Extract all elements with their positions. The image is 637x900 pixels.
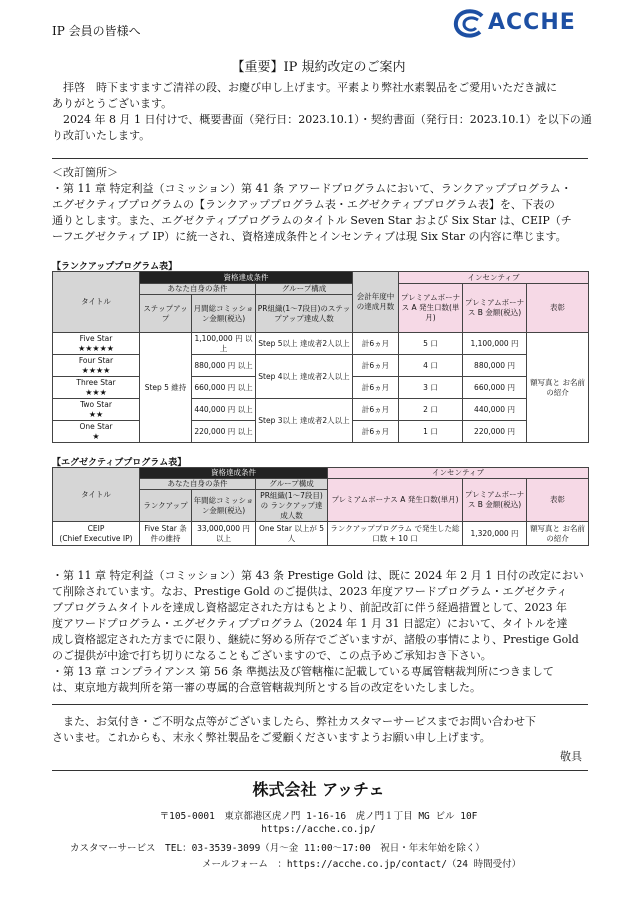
rankup-cell: Five Star 条件の維持 — [140, 522, 192, 546]
divider — [52, 770, 588, 771]
rankup-table-label: 【ランクアッププログラム表】 — [52, 262, 178, 272]
th-title: タイトル — [53, 468, 140, 522]
company-name: 株式会社 アッチェ — [252, 780, 385, 799]
title-cell: One Star ★ — [53, 421, 140, 443]
stars-icon: ★★★★ — [81, 365, 111, 375]
th-step: ステップアップ — [140, 295, 192, 333]
title-cell: Five Star ★★★★★ — [53, 333, 140, 355]
th-title: タイトル — [53, 272, 140, 333]
group-cell: Step 3以上 達成者2人以上 — [256, 399, 353, 443]
mail-form-link[interactable]: メールフォーム ：https://acche.co.jp/contact/（24 時間受付） — [202, 859, 522, 870]
closing: 敬具 — [560, 750, 582, 763]
intro-line: り改訂いたします。 — [52, 129, 151, 142]
monthly-cell: 880,000 円 以上 — [192, 355, 256, 377]
th-conditions: 資格達成条件 — [140, 468, 328, 479]
th-bonus-a: プレミアムボーナス A 発生口数(単月) — [399, 284, 463, 333]
intro-line: 2024 年 8 月 1 日付けで、概要書面（発行日：2023.10.1）・契約書面（発行日：2023.10.1）を以下の通 — [63, 113, 592, 126]
th-self: あなた自身の条件 — [140, 479, 256, 490]
group-cell: One Star 以上が 5 人 — [256, 522, 328, 546]
title-cell: Two Star ★★ — [53, 399, 140, 421]
award-cell: 額写真と お名前の紹介 — [527, 522, 589, 546]
table-row — [53, 522, 589, 546]
bonus-b-cell: 660,000 円 — [463, 377, 527, 399]
logo-text: ACCHE — [488, 10, 576, 35]
greeting: IP 会員の皆様へ — [52, 24, 141, 38]
th-group: グループ構成 — [256, 284, 353, 295]
article-line: は、東京地方裁判所を第一審の専属的合意管轄裁判所とする旨の改定をいたしました。 — [52, 681, 481, 694]
outro-paragraph — [52, 714, 592, 746]
article-line: エグゼクティブプログラムの【ランクアッププログラム表・エグゼクティブプログラム表】を、下表の — [52, 198, 555, 211]
article-line: て削除されています。なお、Prestige Gold のご提供は、2023 年度アワードプログラム・エグゼクティ — [52, 585, 568, 598]
th-meeting-months: 会計年度中の達成月数 — [353, 272, 399, 333]
customer-service-tel: カスタマーサービス TEL：03-3539-3099（月～金 11:00～17:00 祝日・年末年始を除く） — [70, 843, 485, 854]
revision-paragraph — [52, 165, 592, 245]
bonus-b-cell: 440,000 円 — [463, 399, 527, 421]
bonus-b-cell: 880,000 円 — [463, 355, 527, 377]
bonus-a-cell: ランクアッププログラム で発生した総口数 + 10 口 — [328, 522, 463, 546]
bonus-a-cell: 2 口 — [399, 399, 463, 421]
divider — [52, 704, 588, 705]
stars-icon: ★★★ — [85, 387, 107, 397]
exec-table — [52, 467, 589, 546]
th-conditions: 資格達成条件 — [140, 272, 353, 284]
intro-line: 拝啓 時下ますますご清祥の段、お慶び申し上げます。平素より弊社水素製品をご愛用いただき誠に — [63, 81, 558, 94]
article-line: ・第 13 章 コンプライアンス 第 56 条 準拠法及び管轄権に記載している専属管轄裁判所につきまして — [52, 665, 554, 678]
article-line: 成し資格認定された方までに限り、継続に努める所存でございますが、諸般の事情により、Prestige Gold — [52, 633, 579, 646]
title-cell: Four Star ★★★★ — [53, 355, 140, 377]
article-line: 度アワードプログラム・エグゼクティブプログラム（2024 年 1 月 31 日認定）において、タイトルを達 — [52, 617, 568, 630]
title-cell: CEIP (Chief Executive IP) — [53, 522, 140, 546]
article-line: ブプログラムタイトルを達成し資格認定された方はもとより、前記改訂に伴う経過措置として、2023 年 — [52, 601, 567, 614]
title-cell: Three Star ★★★ — [53, 377, 140, 399]
months-cell: 計6ヵ月 — [353, 333, 399, 355]
article-line: ・第 11 章 特定利益（コミッション）第 43 条 Prestige Gold は、既に 2024 年 2 月 1 日付の改定におい — [52, 569, 584, 582]
intro-line: ありがとうございます。 — [52, 97, 173, 110]
th-rankup: ランクアップ — [140, 490, 192, 522]
bonus-a-cell: 5 口 — [399, 333, 463, 355]
th-bonus-a: プレミアムボーナス A 発生口数(単月) — [328, 479, 463, 522]
stars-icon: ★★ — [88, 409, 104, 419]
step-cell: Step 5 維持 — [140, 333, 192, 443]
acche-logo — [452, 8, 602, 40]
table-row — [53, 333, 589, 355]
outro-line: また、お気付き・ご不明な点等がございましたら、弊社カスタマーサービスまでお問い合わせ下 — [63, 715, 536, 728]
award-cell: 額写真と お名前の紹介 — [527, 333, 589, 443]
th-self: あなた自身の条件 — [140, 284, 256, 295]
address: 〒105-0001 東京都港区虎ノ門 1-16-16 虎ノ門１丁目 MG ビル 10F — [159, 811, 478, 822]
monthly-cell: 660,000 円 以上 — [192, 377, 256, 399]
th-group: グループ構成 — [256, 479, 328, 490]
exec-table-label: 【エグゼクティブプログラム表】 — [52, 458, 187, 468]
bonus-a-cell: 3 口 — [399, 377, 463, 399]
website-link[interactable]: https://acche.co.jp/ — [261, 824, 376, 835]
bonus-b-cell: 220,000 円 — [463, 421, 527, 443]
monthly-cell: 1,100,000 円 以上 — [192, 333, 256, 355]
monthly-cell: 220,000 円 以上 — [192, 421, 256, 443]
article-line: ・第 11 章 特定利益（コミッション）第 41 条 アワードプログラムにおいて、ランクアッププログラム・ — [52, 182, 572, 195]
yearly-cell: 33,000,000 円 以上 — [192, 522, 256, 546]
th-bonus-b: プレミアムボーナス B 金額(税込) — [463, 284, 527, 333]
th-bonus-b: プレミアムボーナス B 金額(税込) — [463, 479, 527, 522]
swirl-logo-icon — [452, 8, 488, 40]
th-monthly: 月間総コミッション金額(税込) — [192, 295, 256, 333]
th-award: 表彰 — [527, 284, 589, 333]
rankup-table — [52, 271, 589, 443]
article-line: 通りとします。また、エグゼクティブプログラムのタイトル Seven Star および Six Star は、CEIP（チ — [52, 214, 572, 227]
months-cell: 計6ヵ月 — [353, 355, 399, 377]
months-cell: 計6ヵ月 — [353, 421, 399, 443]
bonus-b-cell: 1,320,000 円 — [463, 522, 527, 546]
th-yearly: 年間総コミッション金額(税込) — [192, 490, 256, 522]
monthly-cell: 440,000 円 以上 — [192, 399, 256, 421]
months-cell: 計6ヵ月 — [353, 377, 399, 399]
bonus-a-cell: 4 口 — [399, 355, 463, 377]
bonus-b-cell: 1,100,000 円 — [463, 333, 527, 355]
section-heading: ＜改訂箇所＞ — [52, 166, 118, 179]
page-title: 【重要】IP 規約改定のご案内 — [231, 60, 406, 75]
stars-icon: ★★★★★ — [78, 343, 114, 353]
article-line: ーフエグゼクティブ IP）に統一され、資格達成条件とインセンティブは現 Six Star の内容に準じます。 — [52, 230, 567, 243]
months-cell: 計6ヵ月 — [353, 399, 399, 421]
outro-line: さいませ。これからも、末永く弊社製品をご愛顧くださいますようお願い申し上げます。 — [52, 731, 491, 744]
group-cell: Step 4以上 達成者2人以上 — [256, 355, 353, 399]
th-incentive: インセンティブ — [399, 272, 589, 284]
divider — [52, 158, 588, 159]
group-cell: Step 5以上 達成者2人以上 — [256, 333, 353, 355]
table-row — [53, 399, 589, 421]
bonus-a-cell: 1 口 — [399, 421, 463, 443]
th-pr-rankup: PR組織(1〜7段目)の ランクアップ達成人数 — [256, 490, 328, 522]
intro-paragraph — [52, 80, 592, 144]
th-pr-step: PR組織(1〜7段目)のステップアップ達成人数 — [256, 295, 353, 333]
th-award: 表彰 — [527, 479, 589, 522]
article-line: のご提供が中途で打ち切りになることもございますので、この点予めご承知おき下さい。 — [52, 649, 492, 662]
stars-icon: ★ — [92, 431, 100, 441]
th-incentive: インセンティブ — [328, 468, 589, 479]
article43-paragraph — [52, 568, 592, 696]
table-row — [53, 355, 589, 377]
